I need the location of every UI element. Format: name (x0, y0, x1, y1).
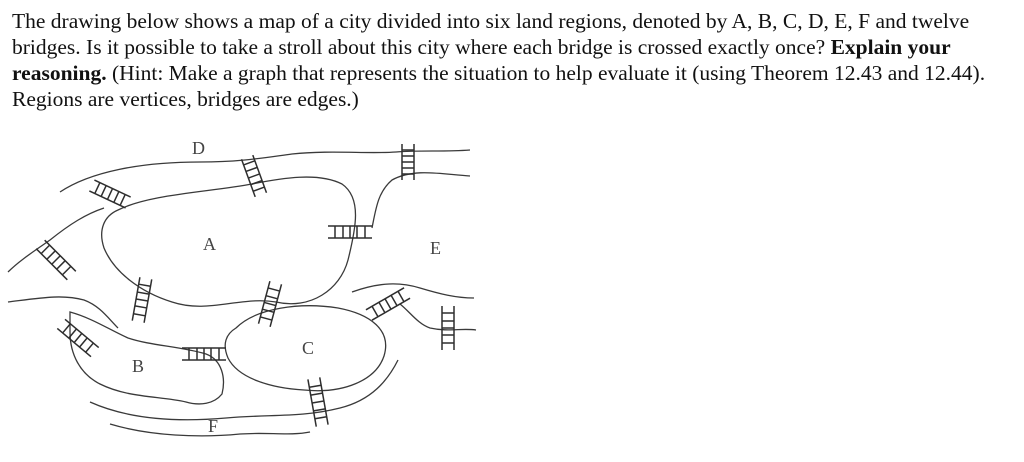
problem-text-intro: The drawing below shows a map of a city divided into six land regions, denoted by A, B, C, D, E, F and twelve bridges. Is it possible to take a stroll about this city where each bridge is crossed exactly once? (12, 9, 970, 59)
river-outlines (8, 150, 476, 436)
region-label-c: C (302, 338, 315, 358)
bank-left-edge (8, 297, 118, 328)
bank-e-upper-edge (372, 173, 470, 228)
region-label-b: B (132, 356, 145, 376)
bridge-11 (182, 348, 226, 360)
problem-statement (12, 8, 1012, 112)
bridge-12 (308, 377, 328, 426)
region-label-e: E (430, 238, 441, 258)
region-b-outline (70, 312, 223, 404)
bank-b-outer-edge (8, 208, 104, 272)
bridge-1 (242, 155, 267, 197)
region-label-f: F (208, 416, 219, 436)
region-label-d: D (192, 138, 205, 158)
problem-text-hint: (Hint: Make a graph that represents the situation to help evaluate it (using Theorem 12.43 and 12.44). Regions are vertices, bridges are edges.) (12, 61, 986, 111)
bridges (36, 144, 454, 427)
bridge-9 (442, 306, 454, 350)
bridge-10 (57, 319, 98, 356)
bridge-7 (259, 281, 282, 327)
city-map-figure (0, 132, 500, 462)
bridge-4 (328, 226, 372, 238)
island-a-outline (102, 177, 356, 306)
bank-e-inner-edge (352, 284, 474, 298)
bridge-3 (89, 180, 130, 208)
bank-e-lower-edge (400, 304, 476, 330)
city-map-drawing (0, 132, 500, 462)
bridge-8 (366, 288, 410, 320)
bridge-2 (402, 144, 414, 180)
problem-text-bold: Explain your reasoning. (12, 35, 951, 85)
region-label-a: A (203, 234, 216, 254)
